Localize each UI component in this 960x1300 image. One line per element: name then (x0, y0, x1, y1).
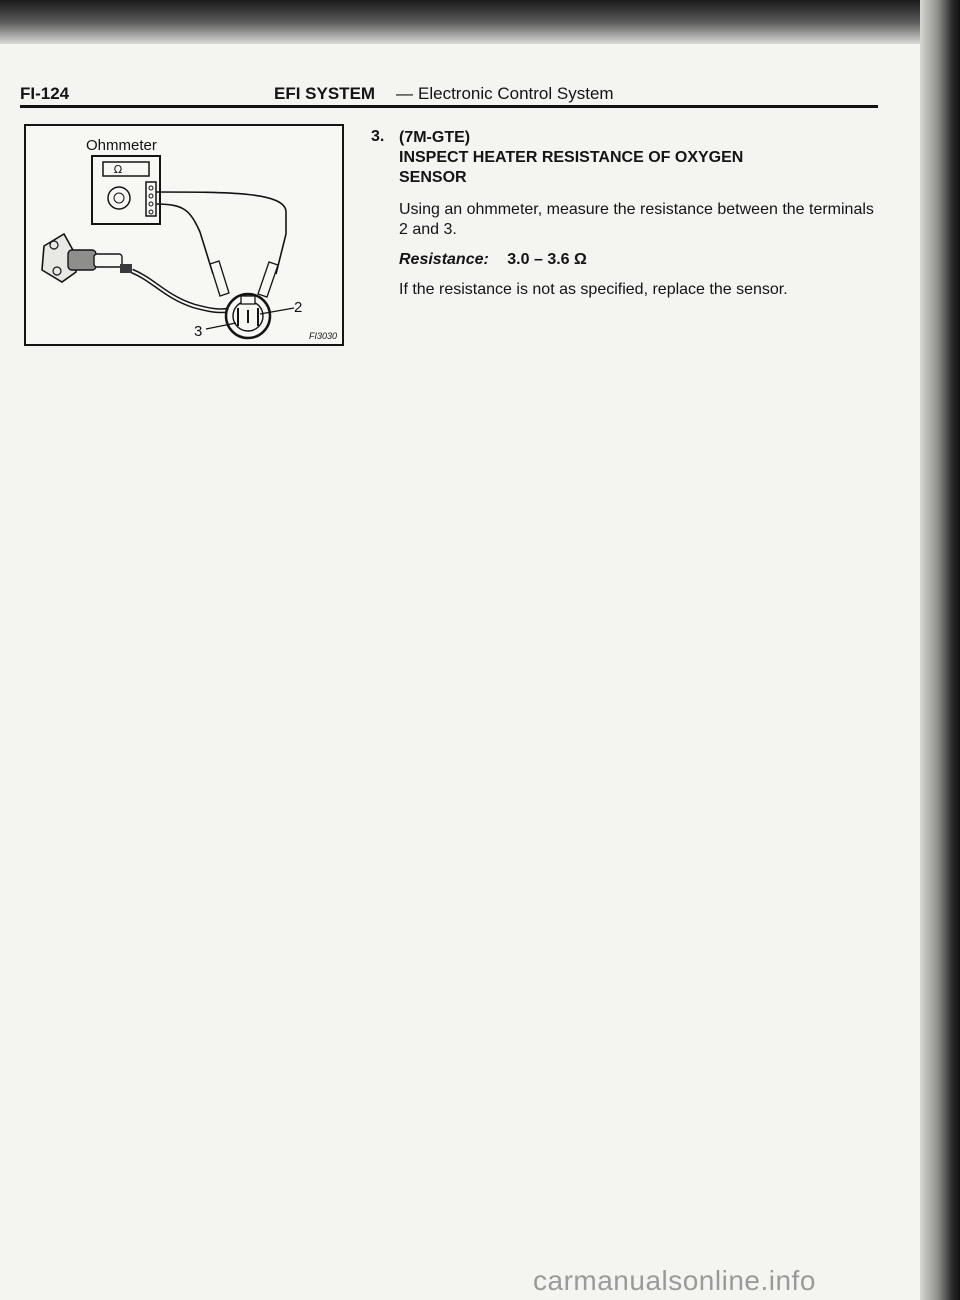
terminal-2-label: 2 (294, 299, 303, 316)
figure-code: FI3030 (308, 331, 337, 341)
step-title: INSPECT HEATER RESISTANCE OF OXYGEN SENSOR (399, 149, 744, 186)
resistance-spec (399, 250, 879, 270)
header-rule (20, 105, 878, 108)
scan-top-edge (0, 0, 960, 44)
step-number: 3. (371, 128, 385, 145)
page-number: FI-124 (20, 84, 70, 103)
step-body (399, 128, 879, 300)
figure-illustration (24, 124, 344, 346)
connector-icon (226, 294, 270, 338)
scan-right-edge (920, 0, 960, 1300)
meter-label: Ohmmeter (86, 137, 157, 154)
header-subsection: Electronic Control System (418, 84, 614, 103)
footer-watermark: carmanualsonline.info (533, 1265, 816, 1296)
header-dash: — (396, 84, 413, 103)
spec-value: 3.0 – 3.6 Ω (507, 251, 587, 268)
terminal-3-label: 3 (194, 323, 203, 340)
spec-label: Resistance: (399, 251, 489, 268)
ohmmeter-figure (24, 124, 344, 346)
step-model: (7M-GTE) (399, 129, 471, 146)
step-instruction: Using an ohmmeter, measure the resistance between the terminals 2 and 3. (399, 201, 874, 238)
header-section: EFI SYSTEM (274, 84, 376, 103)
page-header (20, 84, 878, 106)
replacement-note: If the resistance is not as specified, replace the sensor. (399, 281, 788, 298)
meter-symbol: Ω (113, 163, 123, 176)
ohmmeter-icon (92, 156, 160, 224)
